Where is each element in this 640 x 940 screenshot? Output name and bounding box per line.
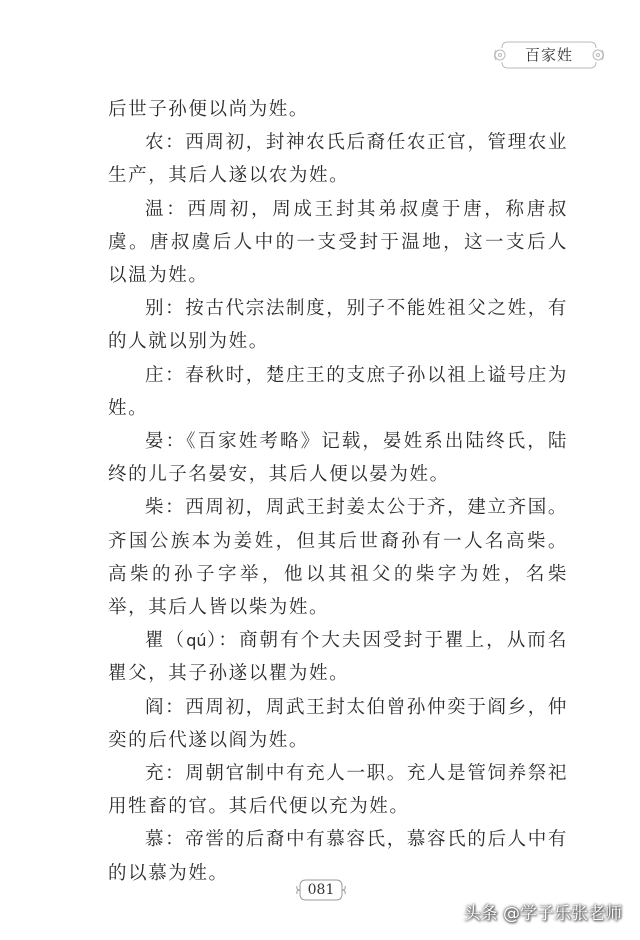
paragraph: 别：按古代宗法制度，别子不能姓祖父之姓，有的人就以别为姓。	[108, 298, 568, 353]
paragraph: 慕：帝喾的后裔中有慕容氏，慕容氏的后人中有的以慕为姓。	[108, 829, 568, 884]
paragraph-text: 瞿（	[145, 630, 187, 652]
paragraph-text: ）：商朝有个大夫因受封于瞿上，从而名瞿父，其子孙遂以瞿为姓。	[108, 630, 568, 685]
paragraph: 阎：西周初，周武王封太伯曾孙仲奕于阎乡，仲奕的后代遂以阎为姓。	[108, 696, 568, 751]
paragraph: 后世子孙便以尚为姓。	[108, 99, 310, 120]
paragraph: 温：西周初，周成王封其弟叔虞于唐，称唐叔虞。唐叔虞后人中的一支受封于温地，这一支后人以温为姓。	[108, 198, 568, 287]
paragraph: 柴：西周初，周武王封姜太公于齐，建立齐国。齐国公族本为姜姓，但其后世裔孙有一人名高柴。高柴的孙子字举，他以其祖父的柴字为姓，名柴举，其后人皆以柴为姓。	[108, 497, 568, 619]
paragraph: 庄：春秋时，楚庄王的支庶子孙以祖上谥号庄为姓。	[108, 364, 568, 419]
paragraph: 农：西周初，封神农氏后裔任农正官，管理农业生产，其后人遂以农为姓。	[108, 132, 568, 187]
page-number-text: 081	[307, 882, 335, 898]
page-number	[296, 878, 346, 902]
page-header	[494, 38, 604, 72]
page-body	[108, 93, 568, 890]
header-title: 百家姓	[524, 46, 573, 64]
watermark: 头条 @学子乐张老师	[463, 904, 622, 924]
pinyin-annotation: qú	[186, 631, 207, 651]
paragraph: 充：周朝官制中有充人一职。充人是管饲养祭祀用牲畜的官。其后代便以充为姓。	[108, 763, 568, 818]
paragraph	[108, 624, 568, 690]
paragraph: 晏：《百家姓考略》记载，晏姓系出陆终氏，陆终的儿子名晏安，其后人便以晏为姓。	[108, 431, 568, 486]
